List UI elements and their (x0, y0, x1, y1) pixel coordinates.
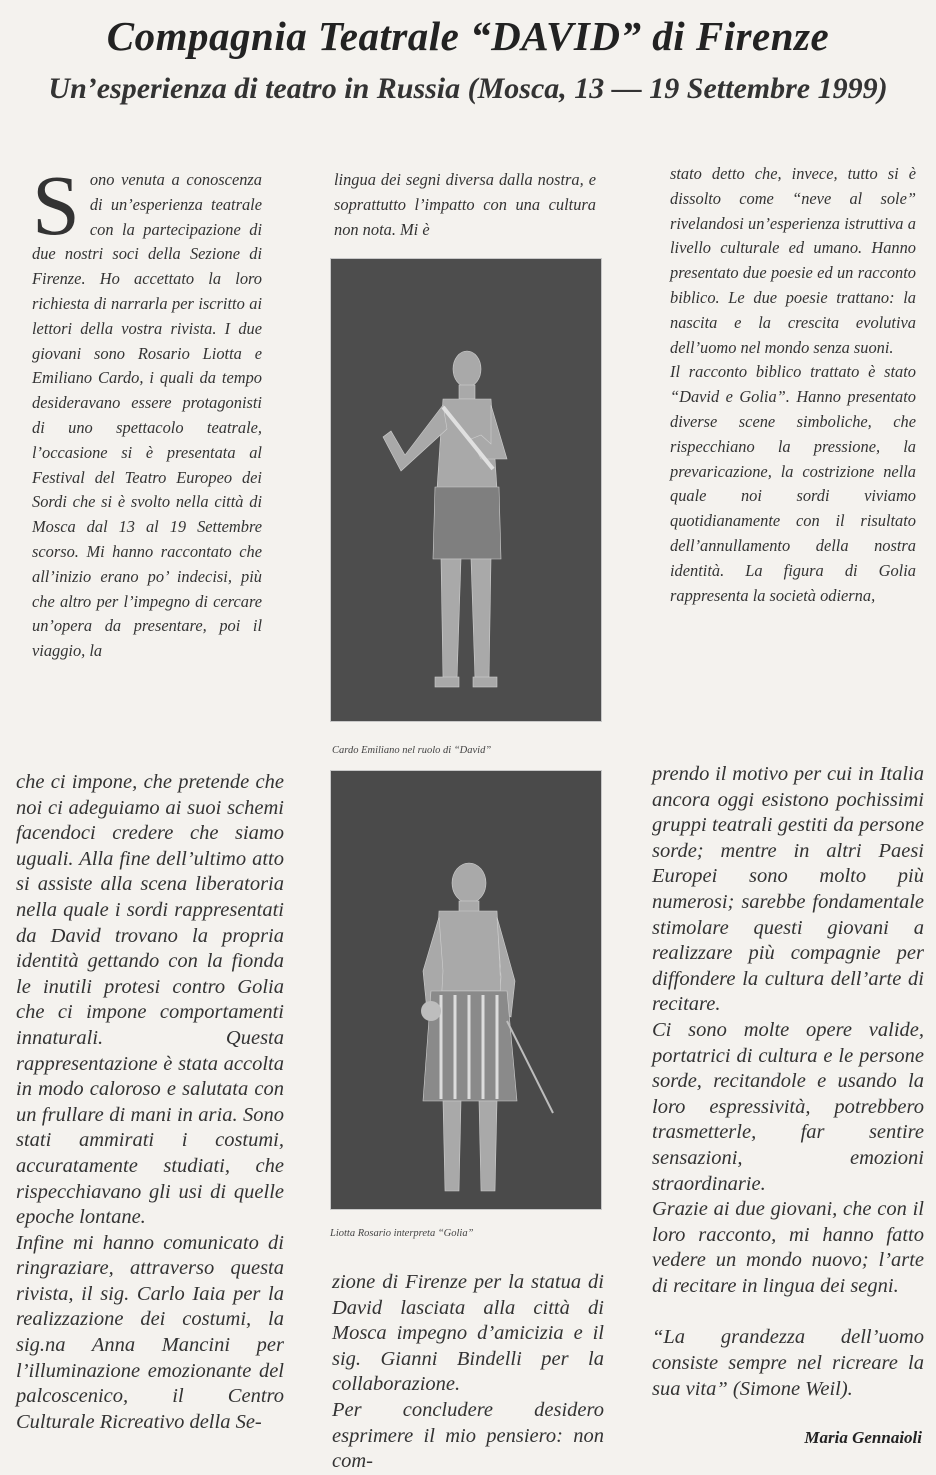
photo-golia-caption: Liotta Rosario interpreta “Golia” (330, 1228, 474, 1239)
david-figure-image (331, 259, 601, 721)
golia-figure-image (331, 771, 601, 1209)
col3-bottom-para-2: Ci sono molte opere valide, portatrici di cultura e le persone sorde, recitandole e usando la loro espressività, potrebbero trasmetterle, far sentire sensazioni, emozioni straordinarie. (652, 1018, 924, 1195)
column-3-bottom (652, 762, 924, 1402)
col3-top-para-2: Il racconto biblico trattato è stato “David e Golia”. Hanno presentato diverse scene simboliche, che rispecchiano la pressione, la prevaricazione, la costrizione nella quale noi sordi viviamo quotidianamente con il risultato dell’annullamento della nostra identità. La figura di Golia rappresenta la società odierna, (670, 362, 916, 605)
column-2-top (334, 168, 596, 242)
article-title: Compagnia Teatrale “DAVID” di Firenze (106, 13, 830, 59)
col2-top-text: lingua dei segni diversa dalla nostra, e soprattutto l’impatto con una cultura non nota. Mi è (334, 170, 596, 239)
author-signature: Maria Gennaioli (804, 1428, 922, 1447)
col1-bottom-para-1: che ci impone, che pretende che noi ci adeguiamo ai suoi schemi facendoci credere che siamo uguali. Alla fine dell’ultimo atto si assiste alla scena liberatoria nella quale i sordi rappresentati da David trovano la propria identità gettando con la fionda le inutili protesi contro Golia che ci impone comportamenti innaturali. Questa rappresentazione è stata accolta in modo caloroso e salutata con un frullare di mani in aria. Sono stati ammirati i costumi, accuratamente studiati, che rispecchiavano gli usi di quelle epoche lontane. (16, 771, 284, 1229)
col1-bottom-para-2: Infine mi hanno comunicato di ringraziare, attraverso questa rivista, il sig. Carlo Iaia per la realizzazione dei costumi, la sig.na Anna Mancini per l’illuminazione emozionante del palcoscenico, il Centro Culturale Ricreativo della Se- (16, 1231, 284, 1433)
drop-cap: S (32, 157, 80, 253)
column-1-top (32, 157, 262, 664)
column-1-bottom (16, 770, 284, 1435)
closing-quote: “La grandezza dell’uomo consiste sempre nel ricreare la sua vita” (Simone Weil). (652, 1326, 924, 1400)
col2-bottom-para-1: zione di Firenze per la statua di David lasciata alla città di Mosca impegno d’amicizia e il sig. Gianni Bindelli per la collaborazione. (332, 1271, 604, 1396)
col3-bottom-para-3: Grazie ai due giovani, che con il loro racconto, mi hanno fatto vedere un mondo nuovo; l’arte di recitare in lingua dei segni. (652, 1198, 924, 1297)
col1-top-text: ono venuta a conoscenza di un’esperienza teatrale con la partecipazione di due nostri soci della Sezione di Firenze. Ho accettato la loro richiesta di narrarla per iscritto ai lettori della vostra rivista. I due giovani sono Rosario Liotta e Emiliano Cardo, i quali da tempo desideravano essere protagonisti di uno spettacolo teatrale, l’occasione si è presentata al Festival del Teatro Europeo dei Sordi che si è svolto nella città di Mosca dal 13 al 19 Settembre scorso. Mi hanno raccontato che all’inizio erano po’ indecisi, più che altro per l’impegno di cercare un’opera da presentare, poi il viaggio, la (32, 170, 262, 661)
col3-top-para-1: stato detto che, invece, tutto si è dissolto come “neve al sole” rivelandosi un’esperienza istruttiva a livello culturale ed umano. Hanno presentato due poesie ed un racconto biblico. Le due poesie trattano: la nascita e la crescita evolutiva dell’uomo nel mondo senza suoni. (670, 164, 916, 357)
photo-david (330, 258, 602, 722)
column-3-top (670, 162, 916, 608)
col3-bottom-para-1: prendo il motivo per cui in Italia ancora oggi esistono pochissimi gruppi teatrali gestiti da persone sorde; mentre in altri Paesi Europei sono molto più numerosi; sarebbe fondamentale stimolare questi giovani a realizzare più compagnie per diffondere la cultura dell’arte di recitare. (652, 763, 924, 1016)
photo-david-caption: Cardo Emiliano nel ruolo di “David” (332, 745, 492, 756)
article-subtitle: Un’esperienza di teatro in Russia (Mosca, 13 — 19 Settembre 1999) (48, 72, 888, 105)
photo-golia (330, 770, 602, 1210)
col2-bottom-para-2: Per concludere desidero esprimere il mio pensiero: non com- (332, 1398, 604, 1473)
column-2-bottom (332, 1270, 604, 1475)
